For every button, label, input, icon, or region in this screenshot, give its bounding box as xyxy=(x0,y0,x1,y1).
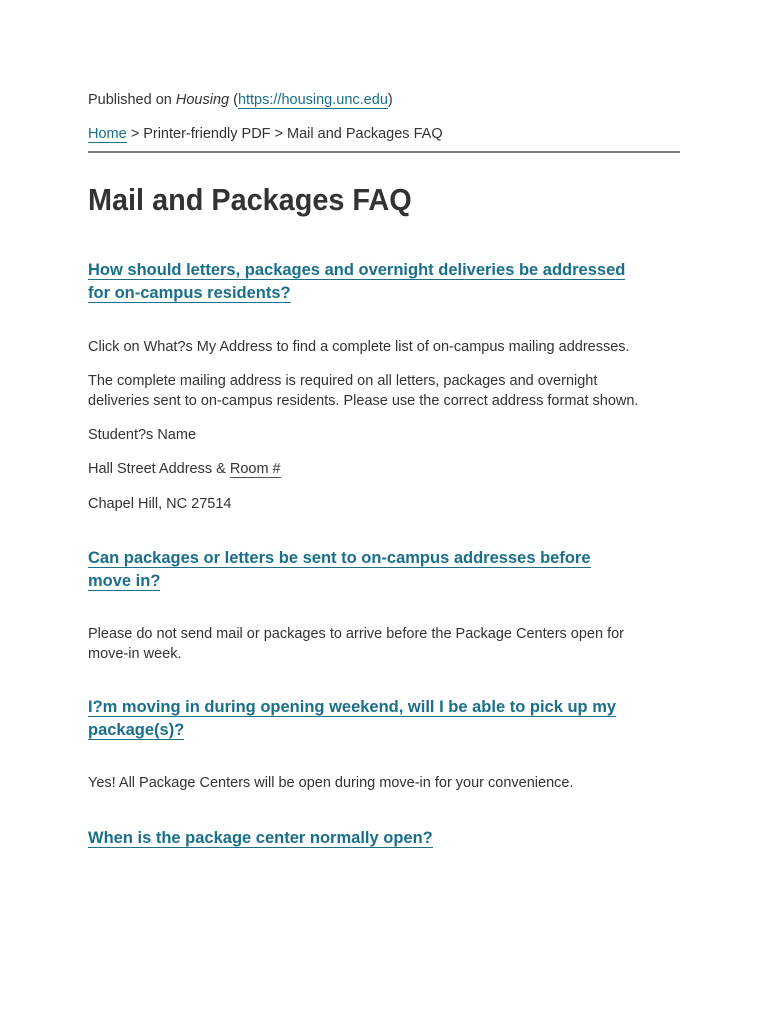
answer-addressing-requirement-line1: The complete mailing address is required on all letters, packages and overnight xyxy=(88,373,598,389)
breadcrumb-trail: > Printer-friendly PDF > Mail and Packages FAQ xyxy=(126,126,443,142)
url-close-paren: ) xyxy=(387,92,393,108)
published-prefix: Published on xyxy=(88,92,176,108)
breadcrumb-home-link[interactable]: Home xyxy=(88,126,127,142)
question-before-move-in-line1[interactable]: Can packages or letters be sent to on-campus addresses before xyxy=(88,549,591,567)
page-title: Mail and Packages FAQ xyxy=(88,182,412,217)
answer-addressing-requirement-line2: deliveries sent to on-campus residents. Please use the correct address format shown. xyxy=(88,392,639,409)
address-line-name: Student?s Name xyxy=(88,427,197,443)
question-addressing-line2[interactable]: for on-campus residents? xyxy=(88,283,291,302)
question-before-move-in-line2[interactable]: move in? xyxy=(88,571,161,590)
question-addressing[interactable] xyxy=(88,259,625,304)
published-on-line xyxy=(88,91,393,109)
answer-addressing-intro: Click on What?s My Address to find a complete list of on-campus mailing addresses. xyxy=(88,339,630,355)
question-addressing-line1[interactable]: How should letters, packages and overnight deliveries be addressed xyxy=(88,261,626,279)
site-name: Housing xyxy=(175,92,230,108)
answer-before-move-in-line1: Please do not send mail or packages to arrive before the Package Centers open for xyxy=(88,626,625,642)
address-line-street xyxy=(88,460,281,480)
site-url-link[interactable]: https://housing.unc.edu xyxy=(237,92,388,108)
address-line-city: Chapel Hill, NC 27514 xyxy=(88,496,232,512)
question-opening-weekend-line1[interactable]: I?m moving in during opening weekend, will I be able to pick up my xyxy=(88,698,617,716)
question-opening-weekend-line2[interactable]: package(s)? xyxy=(88,720,185,739)
room-number-abbr: Room # xyxy=(229,461,281,477)
answer-before-move-in xyxy=(88,625,624,664)
answer-addressing-requirement xyxy=(88,372,638,411)
question-opening-weekend[interactable] xyxy=(88,696,616,741)
address-street-prefix: Hall Street Address & xyxy=(88,461,230,477)
question-package-center-hours[interactable] xyxy=(88,827,433,850)
answer-opening-weekend: Yes! All Package Centers will be open during move-in for your convenience. xyxy=(88,775,574,791)
url-open-paren: ( xyxy=(229,92,238,108)
question-package-center-hours-line1[interactable]: When is the package center normally open? xyxy=(88,829,433,847)
answer-before-move-in-line2: move-in week. xyxy=(88,645,182,662)
question-before-move-in[interactable] xyxy=(88,547,591,592)
breadcrumb xyxy=(88,125,443,143)
header-divider xyxy=(88,151,680,153)
